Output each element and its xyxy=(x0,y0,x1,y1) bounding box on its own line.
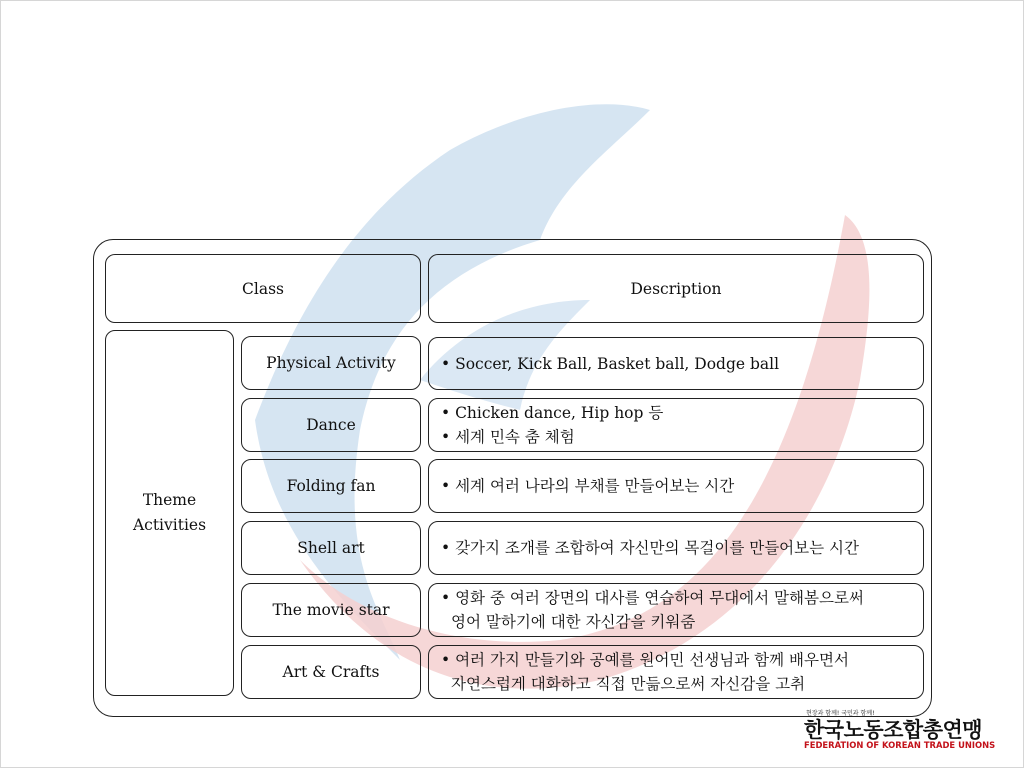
class-cell: Dance xyxy=(241,398,421,452)
class-cell: Art & Crafts xyxy=(241,645,421,699)
class-cell: The movie star xyxy=(241,583,421,637)
category-theme-activities xyxy=(105,330,234,696)
logo-korean-name: 한국노동조합총연맹 xyxy=(804,718,983,742)
description-line: • 세계 민속 춤 체험 xyxy=(441,428,575,446)
header-class: Class xyxy=(105,254,421,323)
description-line: • 여러 가지 만들기와 공예를 원어민 선생님과 함께 배우면서 xyxy=(441,651,849,669)
category-line-1: Theme xyxy=(142,491,197,509)
description-cell xyxy=(428,645,924,699)
description-line: • Soccer, Kick Ball, Basket ball, Dodge ball xyxy=(441,354,780,373)
description-cell xyxy=(428,459,924,513)
class-cell: Shell art xyxy=(241,521,421,575)
description-line: • 세계 여러 나라의 부채를 만들어보는 시간 xyxy=(441,477,735,495)
description-line: • 영화 중 여러 장면의 대사를 연습하여 무대에서 말해봄으로써 xyxy=(441,589,864,607)
fktu-logo xyxy=(800,707,1010,757)
class-cell: Physical Activity xyxy=(241,336,421,390)
logo-tagline: 현장과 함께! 국민과 함께! xyxy=(806,710,875,717)
description-line: 영어 말하기에 대한 자신감을 키워줌 xyxy=(451,613,696,631)
header-description: Description xyxy=(428,254,924,323)
category-line-2: Activities xyxy=(132,516,207,534)
description-cell xyxy=(428,337,924,390)
description-cell xyxy=(428,521,924,575)
description-line: 자연스럽게 대화하고 직접 만듦으로써 자신감을 고취 xyxy=(451,675,806,693)
description-line: • 갖가지 조개를 조합하여 자신만의 목걸이를 만들어보는 시간 xyxy=(441,539,859,557)
class-cell: Folding fan xyxy=(241,459,421,513)
description-line: • Chicken dance, Hip hop 등 xyxy=(441,404,664,422)
logo-english-name: FEDERATION OF KOREAN TRADE UNIONS xyxy=(804,740,996,750)
description-cell xyxy=(428,398,924,452)
description-cell xyxy=(428,583,924,637)
